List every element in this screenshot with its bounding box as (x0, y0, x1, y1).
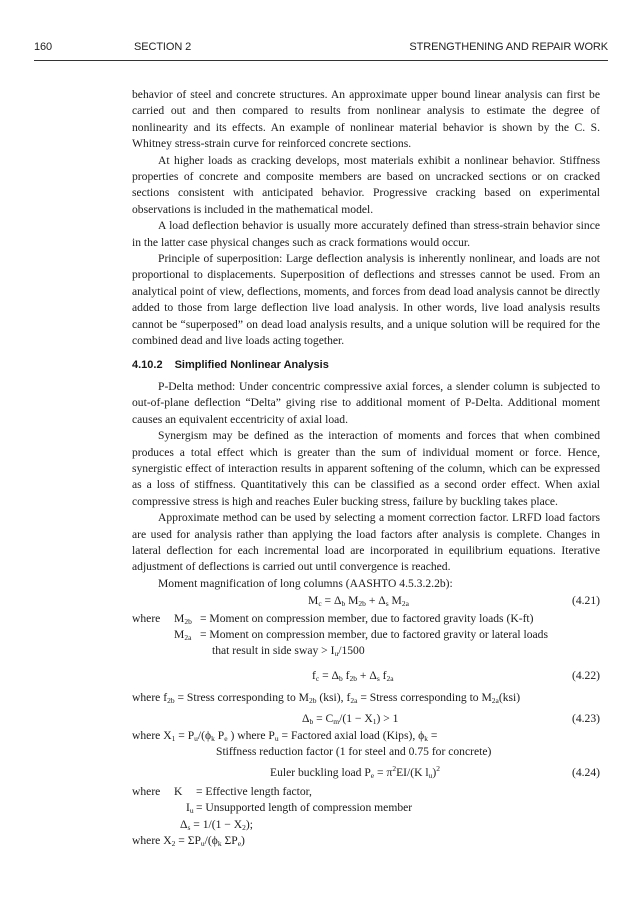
section-heading-number: 4.10.2 (132, 358, 163, 371)
definition-delta-s: $\Delta_s = 1/(1 - X_2)$; (180, 817, 253, 832)
definition-x1: where $X_1 = P_u/(\phi_k$ $P_e$ ) where $P_u$ = Factored axial load (Kips), $\phi_k$ = (132, 728, 438, 743)
definition-m2b: where $M_{2b}$ = Moment on compression member, due to factored gravity loads (K-ft) (132, 611, 534, 626)
body-text (132, 87, 600, 850)
definition-lu: $I_u$ = Unsupported length of compression member (186, 801, 413, 816)
equation-4-21 (132, 593, 600, 609)
equation-4-21-body: $M_c = \Delta_b$ $M_{2b} + \Delta_s$ $M_{2a}$ (308, 594, 409, 609)
equation-4-23-number: (4.23) (571, 711, 600, 725)
paragraph-7: Approximate method can be used by selecting a moment correction factor. LRFD load factors are used for analysis rather than applying the load factors after analysis is complete. Changes in lateral deflection for each incremental load are incorporated in equilibrium equations. Iterative adjustment of deflections is carried out until convergence is reached. (132, 511, 600, 574)
definition-f2b: where $f_{2b}$ = Stress corresponding to $M_{2b}$ (ksi), $f_{2a}$ = Stress corresponding to $M_{2a}(ksi)$ (132, 691, 521, 706)
equation-4-21-number: (4.21) (571, 594, 600, 608)
equation-4-22-number: (4.22) (571, 668, 600, 682)
running-header (34, 41, 608, 55)
paragraph-2: At higher loads as cracking develops, most materials exhibit a nonlinear behavior. Stiffness properties of concrete and composite members are based on uncracked sections or on cracked sections consistent with anticipated behavior. Progressive cracking based on experimental observations is included in the mathematical model. (132, 153, 600, 216)
equation-4-22-body: $f_c = \Delta_b$ $f_{2b} + \Delta_s$ $f_{2a}$ (312, 668, 394, 683)
paragraph-5: P-Delta method: Under concentric compressive axial forces, a slender column is subjected to out-of-plane deflection “Delta” giving rise to additional moment of P-Delta. Additional moment causes an equivalent eccentricity of axial load. (132, 379, 600, 426)
page-number: 160 (34, 41, 53, 53)
section-heading (132, 357, 600, 373)
paragraph-1: behavior of steel and concrete structures. An approximate upper bound linear analysis can first be carried out and then compared to results from nonlinear analysis to estimate the degree of nonlinearity and its effects. An example of nonlinear material behavior is shown by the C. S. Whitney stress-strain curve for reinforced concrete sections. (132, 88, 600, 151)
definition-x1-continued: Stiffness reduction factor (1 for steel and 0.75 for concrete) (216, 745, 492, 759)
section-label: SECTION 2 (134, 41, 192, 53)
equation-4-24-number: (4.24) (571, 765, 600, 779)
equation-4-22 (132, 668, 600, 684)
paragraph-3: A load deflection behavior is usually more accurately defined than stress-strain behavior since in the latter case physical changes such as crack formations would occur. (132, 219, 600, 249)
equation-4-24-body: Euler buckling load $P_e = \pi^2EI/(K$ $l_u)^2$ (270, 763, 440, 780)
definition-k: where K = Effective length factor, (132, 785, 312, 799)
definition-m2a: $M_{2a}$ = Moment on compression member, due to factored gravity or lateral loads (174, 627, 548, 642)
equation-4-23-body: $\Delta_b = C_m/(1 - X_1) > 1$ (302, 711, 399, 726)
equation-4-23 (132, 711, 600, 727)
paragraph-4: Principle of superposition: Large deflection analysis is inherently nonlinear, and loads are not proportional to displacements. Superposition of deflections and stresses cannot be used. From an analytical point of view, deflections, moments, and forces from dead load analysis cannot be directly added to those from large deflection live load analysis. In other words, live load analysis results cannot be “superposed” on dead load analysis results, and a unique solution will be required for the combined dead and live loads acting together. (132, 252, 600, 348)
section-heading-title: Simplified Nonlinear Analysis (174, 358, 329, 371)
definition-x2: where $X_2 = \Sigma P_u/(\phi_k$ $\Sigma P_e$) (132, 834, 245, 849)
header-rule (34, 60, 608, 61)
equation-4-24 (132, 765, 600, 781)
paragraph-8: Moment magnification of long columns (AASHTO 4.5.3.2.2b): (158, 576, 453, 590)
definition-m2a-continued: that result in side sway > $I_u/1500$ (212, 644, 365, 659)
chapter-title: STRENGTHENING AND REPAIR WORK (409, 41, 608, 53)
paragraph-6: Synergism may be defined as the interaction of moments and forces that when combined produces a total effect which is greater than the sum of individual moment or force. Hence, synergistic effect of interaction results in apparent softening of the column, which can be expressed as a loss of stiffness. Quantitatively this can be classified as a second order effect. When axial compressive stress is high and reaches Euler bucking stress, failure by buckling takes place. (132, 429, 600, 508)
